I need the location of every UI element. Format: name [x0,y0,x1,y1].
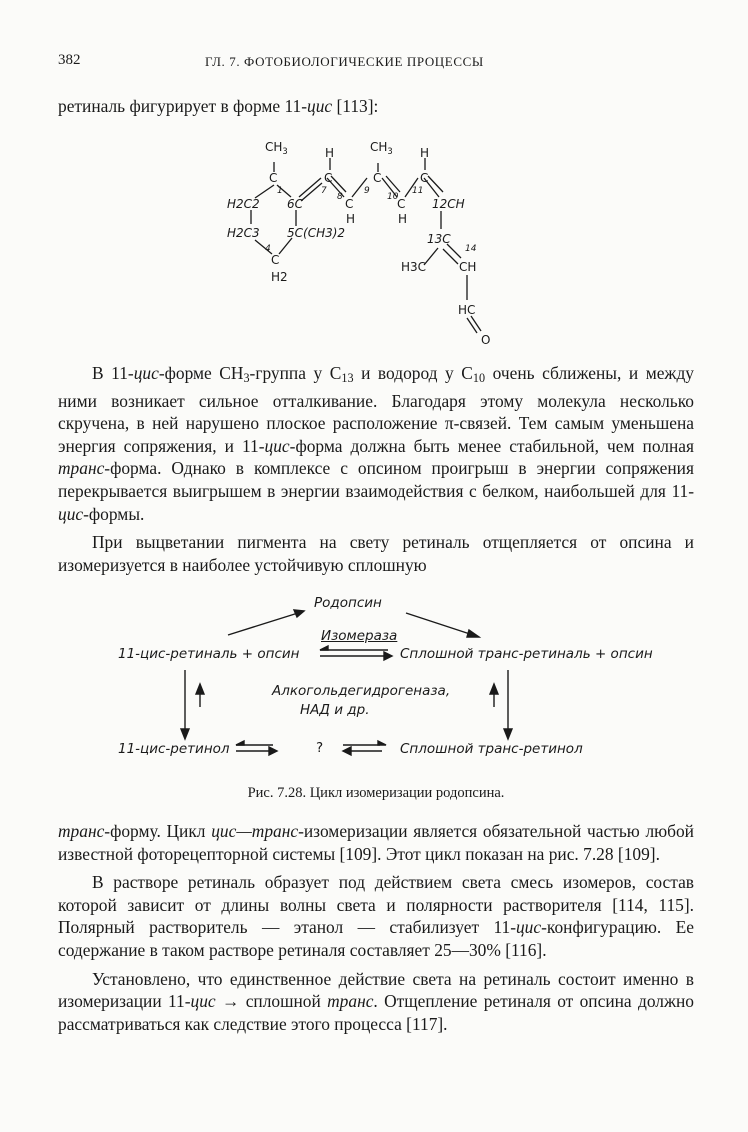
ch3-sub-a: 3 [282,146,288,156]
para4-text: транс [327,991,374,1012]
para1-text: -формы. [83,503,145,524]
lead-text: ретиналь фигурирует в форме 11- [58,96,308,116]
para1-text: -форма. Однако в комплексе с опсином проигрыш в энергии сопряжения перекрывается выигрышем в энергии взаимодействия с белком, наибольшей для 11- [58,458,694,501]
para1-text: очень сближены, и между ними возникает сильное отталкивание. Благодаря этому молекула несколько скручена, в ней нарушено плоское расположение π-связей. Тем самым уменьшена энергия сопряжения, и 11- [58,363,694,456]
c13-atom: 13C [427,232,451,246]
h-label-b: H [420,146,430,160]
retinal-structure [225,140,525,360]
c-atom-8: C [345,197,354,211]
h-atom-10: H [398,212,408,226]
c-atom-10: C [397,197,406,211]
c6-atom: 6C [287,197,304,211]
locant-7: 7 [321,186,327,196]
cis-retinal-opsin-label: 11-цис-ретиналь + опсин [118,646,300,662]
ch3-sub-b: 3 [387,146,393,156]
hc-group: HC [458,303,476,317]
c-atom-7: C [324,171,333,185]
h-atom-8: H [346,212,356,226]
running-head: ГЛ. 7. ФОТОБИОЛОГИЧЕСКИЕ ПРОЦЕССЫ [205,54,484,69]
para1-text: -группа у C [249,363,342,383]
locant-11: 11 [412,186,424,196]
para1-text: цис [58,503,84,524]
c-atom-11: C [420,171,429,185]
c-atom-4: C [271,253,280,267]
paragraph-2: При выцветании пигмента на свету ретиналь отщепляется от опсина и изомеризуется в наиболее устойчивую сплошную [58,532,694,575]
locant-8: 8 [337,192,343,202]
trans-retinal-opsin-label: Сплошной транс-ретиналь + опсин [400,646,653,662]
paragraph-3 [58,820,694,1035]
ch3-label-a: CH [265,140,283,154]
h2c3-group: H2C3 [227,226,260,240]
oxygen-atom: O [481,333,491,347]
h3c-group: H3C [401,260,427,274]
para1-text: цис [133,363,159,383]
para1-text: -форма должна быть менее стабильной, чем полная [289,435,694,456]
h-label-a: H [325,146,335,160]
isomerization-cycle-scheme [58,595,694,775]
para4-text: цис [190,991,216,1012]
c-atom-1: C [269,171,278,185]
para1-text: цис [264,435,290,456]
h2-group: H2 [271,270,288,284]
para3-text: В растворе ретиналь образует под действием света смесь изомеров, состав которой зависит от длины волны света и полярности растворителя [114, 115]. Полярный растворитель — этанол — стабилизует 11- [58,872,694,938]
para2-cont-text: цис—транс [211,821,299,841]
para4-text: . Отщепление ретиналя от опсина должно рассматриваться как следствие этого процесса [117]. [58,991,694,1034]
locant-4: 4 [265,244,271,254]
para4-text: → сплошной [215,991,328,1012]
para4-text: Установлено, что единственное действие света на ретиналь состоит именно в изомеризации 11- [58,968,694,1012]
c12h-group: 12CH [432,197,465,211]
rhodopsin-label: Родопсин [314,595,382,611]
unknown-step-label: ? [316,740,324,756]
h2c2-group: H2C2 [227,197,260,211]
trans-retinol-label: Сплошной транс-ретинол [400,741,583,757]
para3-text: цис [515,917,542,938]
para1-text: и водород у C [353,363,473,383]
lead-cis: цис [307,96,333,116]
lead-ref: [113]: [332,96,379,116]
isomerase-label: Изомераза [321,628,398,644]
locant-1: 1 [277,186,283,196]
locant-9: 9 [364,186,370,196]
para1-text: В 11- [92,363,134,383]
paragraph-1 [58,362,694,576]
para1-text: транс [58,458,105,479]
para2-cont-text: -форму. Цикл [104,821,212,841]
ch14-group: CH [459,260,477,274]
cis-retinol-label: 11-цис-ретинол [118,741,230,757]
para1-sub: 3 [243,371,250,385]
c5-group: 5C(CH3)2 [287,226,346,240]
lead-paragraph [58,95,694,118]
para1-sub: 10 [472,371,486,385]
para3-text: -конфигурацию. Ее содержание в таком растворе ретиналя составляет 25—30% [116]. [58,917,694,960]
nad-label: НАД и др. [300,702,370,718]
ch3-label-b: CH [370,140,388,154]
c-atom-9: C [373,171,382,185]
enzyme-label: Алкогольдегидрогеназа, [272,683,451,699]
figure-caption: Рис. 7.28. Цикл изомеризации родопсина. [247,785,505,801]
locant-14: 14 [465,244,477,254]
para1-text: -форме CH [158,363,244,383]
page-number: 382 [58,52,81,68]
para1-sub: 13 [341,371,354,385]
para2-cont-text: -изомеризации является обязательной частью любой известной фоторецепторной системы [109]. Этот цикл показан на рис. 7.28 [109]. [58,821,694,864]
para2-cont-text: транс [58,821,105,841]
locant-10: 10 [387,192,399,202]
